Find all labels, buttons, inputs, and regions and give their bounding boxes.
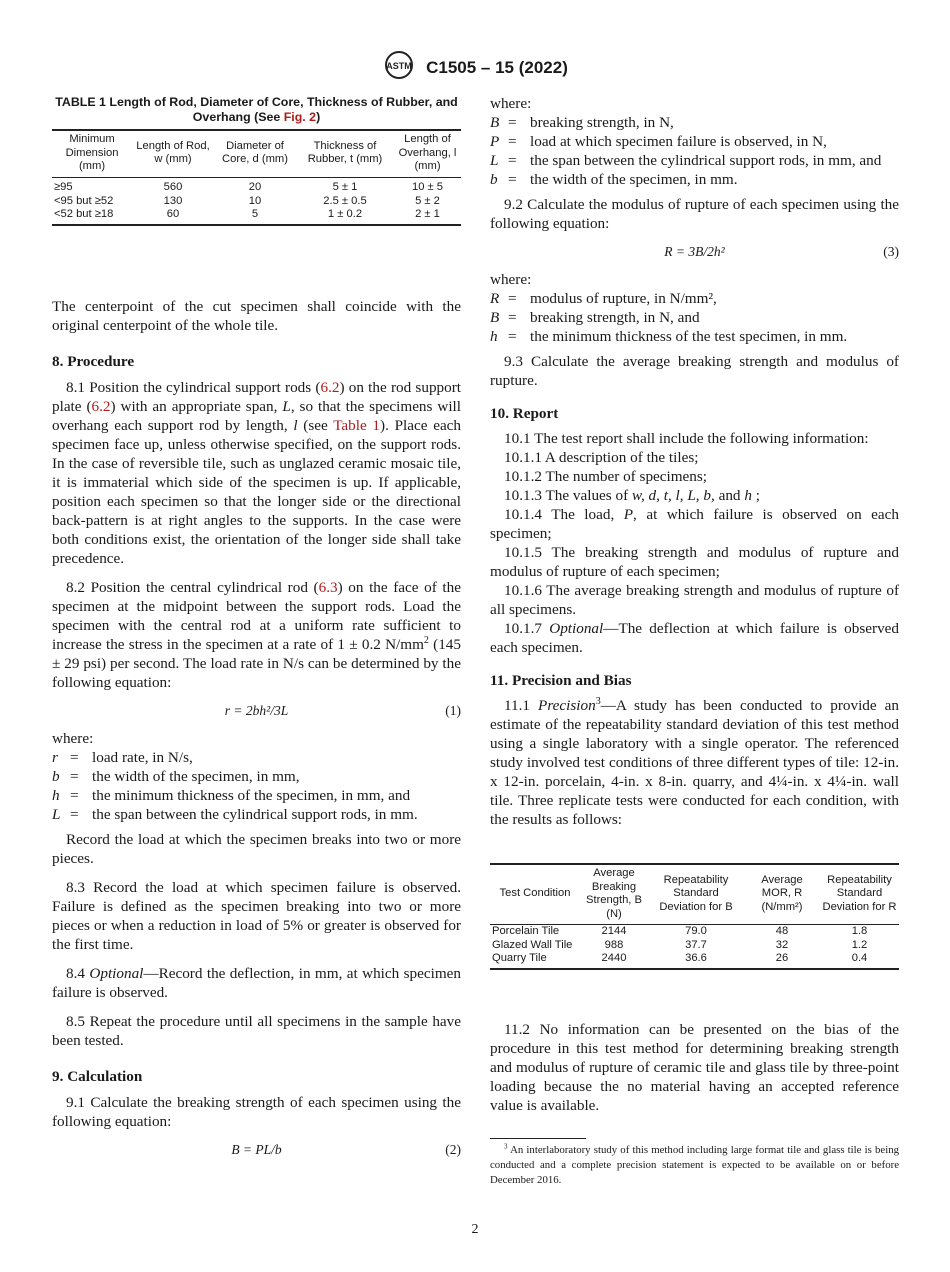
section-heading: 11. Precision and Bias (490, 672, 632, 689)
table2-header: Repeatability Standard Deviation for R (822, 873, 897, 913)
definition-list (490, 289, 899, 346)
section-heading: 10. Report (490, 405, 559, 422)
definition-item: P = load at which specimen failure is observed, in N, (490, 133, 827, 150)
table2-header: Average Breaking Strength, B (N) (586, 867, 642, 920)
paragraph-10-1-2: 10.1.2 The number of specimens; (504, 468, 708, 485)
table-row: Glazed Wall Tile 988 37.7 32 1.2 (492, 938, 868, 951)
paragraph-11-1: 11.1 Precision$^3$—A study has been conducted to provide an estimate of the repeatability standard deviation of this test method using a single laboratory with a single operator. The referenced study involved test conditions of three different types of tile: 12-in. x 12-in. porcelain, 4-in. x 8-in. quarry, and 4¼-in. x 4¼-in. wall tile. Three replicate tests were conducted for each condition, with the results as follows: (490, 695, 899, 828)
left-column (52, 95, 461, 1160)
right-column (490, 94, 899, 1188)
table1-header: Diameter of Core, d (mm) (222, 139, 288, 166)
table1 (52, 129, 461, 226)
paragraph-8-5: 8.5 Repeat the procedure until all specimens in the sample have been tested. (52, 1012, 461, 1049)
table1-caption: TABLE 1 Length of Rod, Diameter of Core, Thickness of Rubber, and Overhang (See Fig. 2) (55, 95, 458, 124)
definition-item: b = the width of the specimen, in mm, (52, 767, 300, 785)
table-row: <52 but ≥18 60 5 1 ± 0.2 2 ± 1 (54, 208, 440, 220)
svg-text:ASTM: ASTM (386, 61, 412, 71)
paragraph-10-1-6: 10.1.6 The average breaking strength and modulus of rupture of all specimens. (490, 582, 899, 618)
where-label: where: (52, 729, 94, 747)
where-label: where: (490, 95, 532, 112)
definition-item: L = the span between the cylindrical support rods, in mm, and (490, 152, 882, 169)
astm-logo-icon (382, 50, 416, 85)
paragraph-8-2: 8.2 Position the central cylindrical rod (6.3) on the face of the specimen at the midpoint between the support rods. Load the specimen with the central rod at a uniform rate sufficient to increase the stress in the specimen at a rate of 1 ± 0.2 $N/mm^2$ (145 ± 29 psi) per second. The load rate in N/s can be determined by the following equation: (52, 578, 461, 691)
paragraph-10-1: 10.1 The test report shall include the following information: (504, 430, 869, 447)
where-label: where: (490, 271, 532, 288)
table2-header: Repeatability Standard Deviation for B (659, 873, 733, 913)
section-6-2-link[interactable]: 6.2 (91, 397, 111, 415)
paragraph-9-3: 9.3 Calculate the average breaking strength and modulus of rupture. (490, 353, 899, 389)
fig2-link[interactable]: Fig. 2 (283, 110, 317, 124)
table1-header: Thickness of Rubber, t (mm) (307, 139, 383, 166)
definition-item: L = the span between the cylindrical support rods, in mm. (52, 805, 418, 823)
equation-2: B = PL/b (2) (231, 1141, 461, 1157)
table1-header: Length of Overhang, l (mm) (398, 133, 457, 172)
definition-item: B = breaking strength, in N, (490, 114, 674, 131)
equation-1: r = 2bh²/3L (1) (224, 702, 461, 718)
equation-3: R = 3B/2h² (3) (664, 244, 899, 259)
paragraph-8-1: 8.1 Position the cylindrical support rods (6.2) on the rod support plate (6.2) with an appropriate span, L, so that the specimens will overhang each support rod by length, l (see Table 1). Place each specimen face up, unless otherwise specified, on the support rods. In the case of reversible tile, such as unglazed ceramic mosaic tile, it is immaterial which side of the specimen is up. If applicable, position each specimen so that the longer side or the directional back-pattern is at right angles to the supports. In the case were both conditions exist, the orientation of the longer side shall take precedence. (52, 378, 462, 567)
page-header (0, 50, 950, 85)
definition-item: h = the minimum thickness of the specimen, in mm, and (52, 786, 411, 804)
definition-list (490, 113, 899, 189)
paragraph-10-1-3: 10.1.3 The values of w, d, t, l, L, b, and h ; (504, 487, 760, 504)
definition-item: h = the minimum thickness of the test specimen, in mm. (490, 328, 848, 345)
section-6-3-link[interactable]: 6.3 (318, 578, 338, 596)
table-row: ≥95 560 20 5 ± 1 10 ± 5 (54, 181, 444, 193)
paragraph-10-1-7: 10.1.7 Optional—The deflection at which failure is observed each specimen. (490, 620, 899, 656)
definition-item: R = modulus of rupture, in N/mm², (490, 290, 717, 307)
paragraph: The centerpoint of the cut specimen shall coincide with the original centerpoint of the whole tile. (52, 297, 461, 334)
table2-header: Average MOR, R (N/mm²) (761, 873, 803, 913)
table1-link[interactable]: Table 1 (333, 416, 381, 434)
paragraph-10-1-4: 10.1.4 The load, P, at which failure is observed on each specimen; (490, 506, 899, 542)
paragraph-11-2: 11.2 No information can be presented on the bias of the procedure in this test method for determining breaking strength and modulus of rupture of ceramic tile and glass tile by three-point loading because the no material having an accepted reference value is available. (490, 1020, 899, 1114)
table-row: <95 but ≥52 130 10 2.5 ± 0.5 5 ± 2 (54, 194, 440, 207)
precision-table (490, 863, 899, 970)
table2-header: Test Condition (499, 887, 571, 900)
paragraph-8-4: 8.4 Optional—Record the deflection, in mm, at which specimen failure is observed. (52, 964, 461, 1001)
footnote: $^3$ An interlaboratory study of this method including large format tile and glass tile is being conducted and a complete precision statement is expected to be available on or before December 2016. (490, 1141, 899, 1186)
section-6-2-link[interactable]: 6.2 (320, 378, 340, 396)
paragraph-10-1-5: 10.1.5 The breaking strength and modulus of rupture and modulus of rupture of each specimen; (490, 544, 899, 580)
table1-header: Minimum Dimension (mm) (65, 133, 119, 172)
paragraph: Record the load at which the specimen breaks into two or more pieces. (52, 830, 461, 867)
definition-list (52, 748, 461, 824)
paragraph-9-1: 9.1 Calculate the breaking strength of each specimen using the following equation: (52, 1093, 461, 1130)
table-row: Porcelain Tile 2144 79.0 48 1.8 (492, 925, 868, 937)
document-id: C1505 – 15 (2022) (426, 57, 568, 77)
section-heading: 9. Calculation (52, 1067, 143, 1085)
table-row: Quarry Tile 2440 36.6 26 0.4 (492, 952, 868, 964)
paragraph-9-2: 9.2 Calculate the modulus of rupture of each specimen using the following equation: (490, 196, 899, 232)
paragraph-10-1-1: 10.1.1 A description of the tiles; (504, 449, 699, 466)
definition-item: r = load rate, in N/s, (52, 748, 193, 766)
paragraph-8-3: 8.3 Record the load at which specimen failure is observed. Failure is defined as the specimen breaking into two or more pieces or when a reduction in load of 5% or greater is observed for the first time. (52, 878, 461, 953)
table1-header: Length of Rod, w (mm) (136, 139, 210, 166)
section-heading: 8. Procedure (52, 352, 135, 370)
footnote-divider (490, 1138, 586, 1139)
page-number: 2 (471, 1222, 479, 1237)
definition-item: B = breaking strength, in N, and (490, 309, 700, 326)
definition-item: b = the width of the specimen, in mm. (490, 171, 738, 188)
